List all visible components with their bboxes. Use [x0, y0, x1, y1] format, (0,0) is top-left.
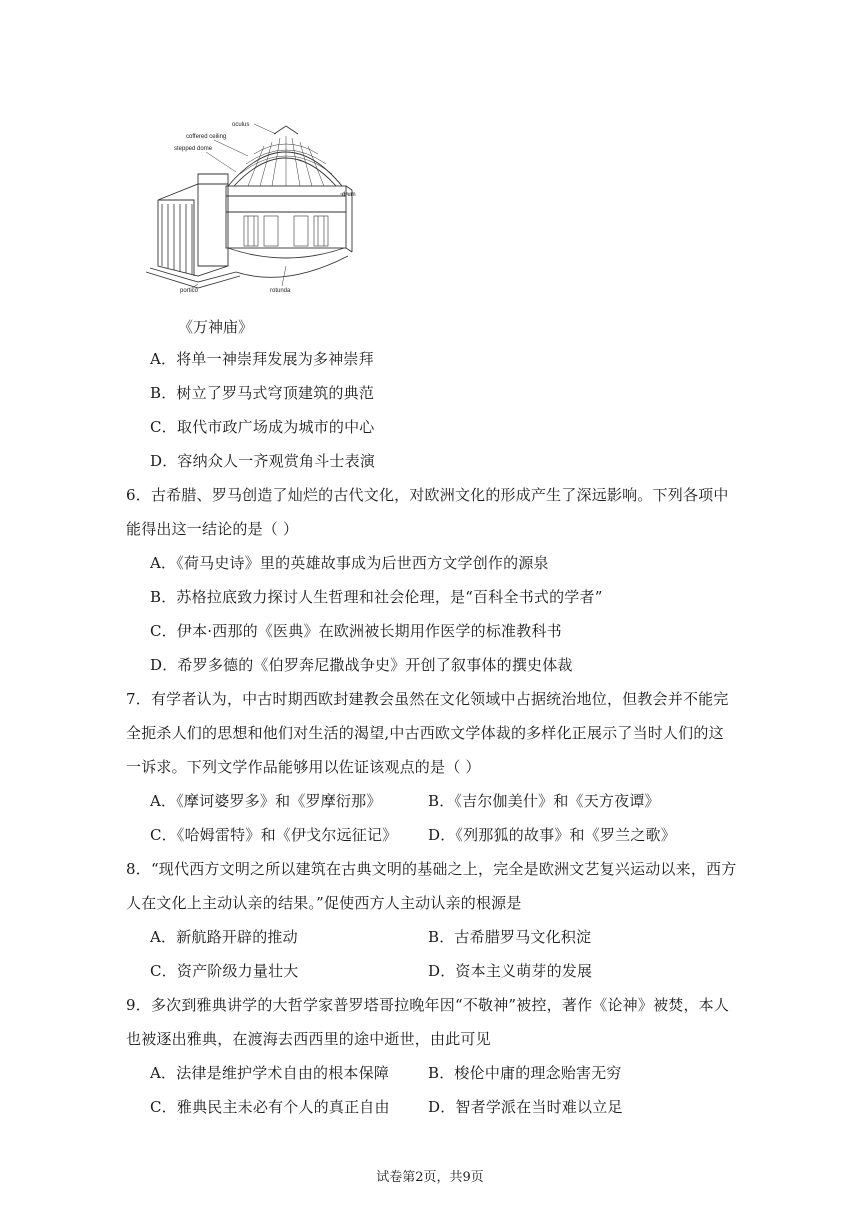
label-coffered-ceiling: coffered ceiling	[186, 134, 227, 140]
q7-option-c[interactable]: C．《哈姆雷特》和《伊戈尔远征记》	[150, 826, 398, 844]
figure-caption: 《万神庙》	[178, 318, 254, 336]
q8-stem-line-2: 人在文化上主动认亲的结果。”促使西方人主动认亲的根源是	[126, 894, 522, 912]
q6-option-d[interactable]: D．希罗多德的《伯罗奔尼撒战争史》开创了叙事体的撰史体裁	[150, 656, 573, 674]
q9-stem-line-2: 也被逐出雅典，在渡海去西西里的途中逝世，由此可见	[126, 1030, 491, 1048]
q7-option-d[interactable]: D．《列那狐的故事》和《罗兰之歌》	[428, 826, 676, 844]
q8-option-a[interactable]: A．新航路开辟的推动	[150, 928, 298, 946]
q6-option-c[interactable]: C．伊本·西那的《医典》在欧洲被长期用作医学的标准教科书	[150, 622, 562, 640]
q5-option-b[interactable]: B．树立了罗马式穹顶建筑的典范	[150, 384, 375, 402]
q5-option-a[interactable]: A．将单一神崇拜发展为多神崇拜	[150, 350, 374, 368]
q8-option-b[interactable]: B．古希腊罗马文化积淀	[428, 928, 592, 946]
q5-option-c[interactable]: C．取代市政广场成为城市的中心	[150, 418, 375, 436]
q9-option-a[interactable]: A．法律是维护学术自由的根本保障	[150, 1064, 390, 1082]
label-drum: drum	[342, 192, 356, 198]
q7-stem-line-3: 一诉求。下列文学作品能够用以佐证该观点的是（ ）	[126, 758, 481, 776]
q6-option-a[interactable]: A．《荷马史诗》里的英雄故事成为后世西方文学创作的源泉	[150, 554, 549, 572]
pantheon-illustration	[136, 116, 368, 296]
q6-option-b[interactable]: B．苏格拉底致力探讨人生哲理和社会伦理，是“百科全书式的学者”	[150, 588, 603, 606]
q7-option-b[interactable]: B．《吉尔伽美什》和《天方夜谭》	[428, 792, 660, 810]
q7-stem-line-1: 7．有学者认为，中古时期西欧封建教会虽然在文化领域中占据统治地位，但教会并不能完	[126, 690, 729, 708]
q8-option-c[interactable]: C．资产阶级力量壮大	[150, 962, 299, 980]
q6-stem-line-2: 能得出这一结论的是（ ）	[126, 520, 299, 538]
page-footer: 试卷第2页，共9页	[376, 1170, 484, 1185]
q5-option-d[interactable]: D．容纳众人一齐观赏角斗士表演	[150, 452, 376, 470]
pantheon-drawing	[136, 116, 368, 296]
q8-option-d[interactable]: D．资本主义萌芽的发展	[428, 962, 593, 980]
q9-option-d[interactable]: D．智者学派在当时难以立足	[428, 1098, 623, 1116]
q8-stem-line-1: 8．“现代西方文明之所以建筑在古典文明的基础之上，完全是欧洲文艺复兴运动以来，西方	[126, 860, 737, 878]
q9-option-b[interactable]: B．梭伦中庸的理念贻害无穷	[428, 1064, 622, 1082]
q9-stem-line-1: 9．多次到雅典讲学的大哲学家普罗塔哥拉晚年因“不敬神”被控，著作《论神》被焚，本人	[126, 996, 730, 1014]
q9-option-c[interactable]: C．雅典民主未必有个人的真正自由	[150, 1098, 390, 1116]
label-rotunda: rotunda	[270, 288, 291, 294]
label-stepped-dome: stepped dome	[174, 146, 213, 152]
q7-option-a[interactable]: A．《摩诃婆罗多》和《罗摩衍那》	[150, 792, 382, 810]
label-portico: portico	[180, 288, 199, 294]
q6-stem-line-1: 6．古希腊、罗马创造了灿烂的古代文化，对欧洲文化的形成产生了深远影响。下列各项中	[126, 486, 729, 504]
label-oculus: oculus	[232, 122, 250, 128]
q7-stem-line-2: 全扼杀人们的思想和他们对生活的渴望,中古西欧文学体裁的多样化正展示了当时人们的这	[126, 724, 724, 742]
